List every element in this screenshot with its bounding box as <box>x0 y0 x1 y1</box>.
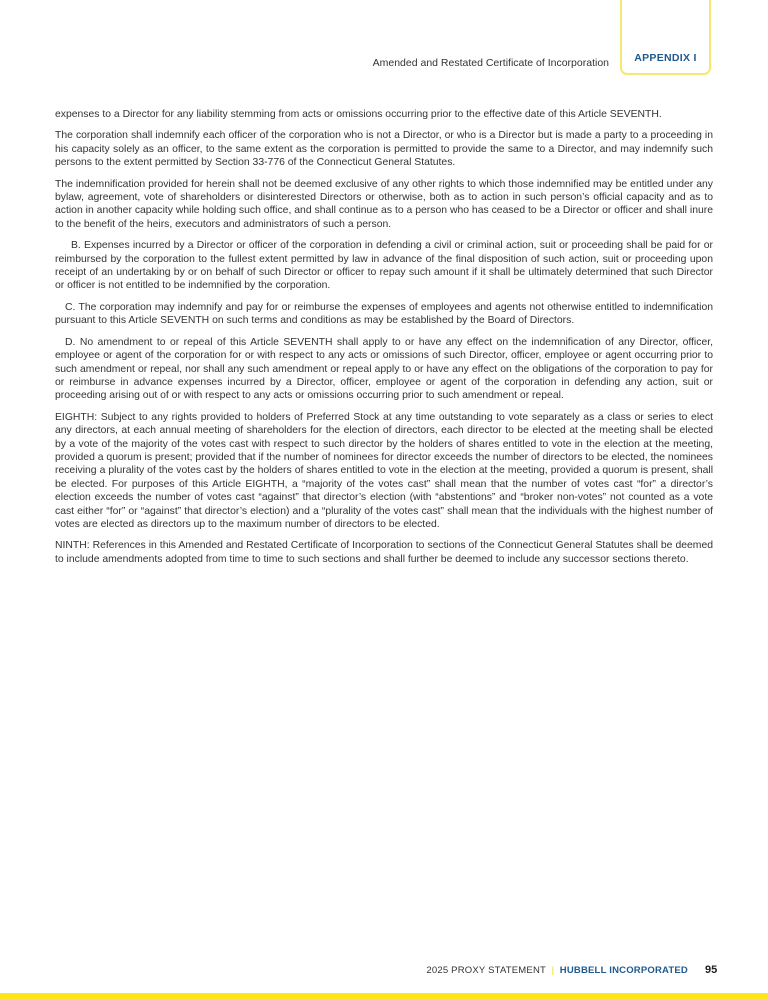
paragraph-non-exclusive: The indemnification provided for herein shall not be deemed exclusive of any other rights to which those indemnified may be entitled under any bylaw, agreement, vote of shareholders or disinterested Directors or otherwise, both as to action in such person’s official capacity and as to action in another capacity while holding such office, and shall continue as to a person who has ceased to be a Director or officer and shall inure to the benefit of the heirs, executors and administrators of such a person. <box>55 178 713 230</box>
page-number: 95 <box>705 964 718 976</box>
appendix-label: APPENDIX I <box>634 52 697 64</box>
footer-separator: | <box>551 965 555 976</box>
paragraph-ninth: NINTH: References in this Amended and Restated Certificate of Incorporation to sections of the Connecticut General Statutes shall be deemed to include amendments adopted from time to time to such sections and shall further be deemed to include any successor sections thereto. <box>55 540 713 565</box>
footer-document: 2025 PROXY STATEMENT <box>426 965 547 976</box>
paragraph-continuation: expenses to a Director for any liability stemming from acts or omissions occurring prior to the effective date of this Article SEVENTH. <box>55 109 662 120</box>
paragraph-officer-indemnification: The corporation shall indemnify each officer of the corporation who is not a Director, or who is a Director but is made a party to a proceeding in his capacity solely as an officer, to the same extent as the corporation is permitted to provide the same to a Director, and may indemnify such persons to the extent permitted by Section 33-776 of the Connecticut General Statutes. <box>55 130 713 169</box>
appendix-tab <box>620 0 711 75</box>
document-body <box>55 108 713 574</box>
paragraph-c-employees: C. The corporation may indemnify and pay for or reimburse the expenses of employees and agents not otherwise entitled to indemnification pursuant to this Article SEVENTH on such terms and conditions as may be established by the Board of Directors. <box>55 301 713 327</box>
paragraph-b-expenses: B. Expenses incurred by a Director or officer of the corporation in defending a civil or criminal action, suit or proceeding shall be paid for or reimbursed by the corporation to the fullest extent permitted by law in advance of the final disposition of such action, suit or proceeding upon receipt of an undertaking by or on behalf of such Director or officer to repay such amount if it shall be ultimately determined that such Director or officer is not entitled to be indemnified by the corporation. <box>55 240 713 292</box>
footer <box>426 965 688 976</box>
footer-company: HUBBELL INCORPORATED <box>559 965 688 976</box>
paragraph-d-amendment: D. No amendment to or repeal of this Article SEVENTH shall apply to or have any effect on the indemnification of any Director, officer, employee or agent of the corporation for or with respect to any acts or omissions of such Director, officer, employee or agent occurring prior to such amendment or repeal, nor shall any such amendment or repeal apply to or have any effect on the obligations of the corporation to pay for or reimburse in advance expenses incurred by a Director, officer, employee or agent of the corporation in defending any action, suit or proceeding arising out of or with respect to any acts or omissions occurring prior to such amendment or repeal. <box>55 336 713 402</box>
paragraph-eighth: EIGHTH: Subject to any rights provided to holders of Preferred Stock at any time outstanding to vote separately as a class or series to elect any directors, at each annual meeting of shareholders for the election of directors, each director to be elected at the meeting shall be elected by a vote of the majority of the votes cast with respect to such director by the holders of shares entitled to vote in the election at the meeting, provided a quorum is present; provided that if the number of nominees for director exceeds the number of directors to be elected, the nominees receiving a plurality of the votes cast by the holders of shares entitled to vote in the election at the meeting, provided a quorum is present, shall be elected. For purposes of this Article EIGHTH, a “majority of the votes cast” shall mean that the number of votes cast “for” a director’s election exceeds the number of votes cast “against” that director’s election (with “abstentions” and “broker non-votes” not counted as a vote cast either “for” or “against” that director’s election) and a “plurality of the votes cast” shall mean that the individuals with the highest number of votes are elected as directors up to the maximum number of directors to be elected. <box>55 411 713 530</box>
footer-accent-bar <box>0 993 768 1000</box>
section-title: Amended and Restated Certificate of Incorporation <box>372 57 609 69</box>
